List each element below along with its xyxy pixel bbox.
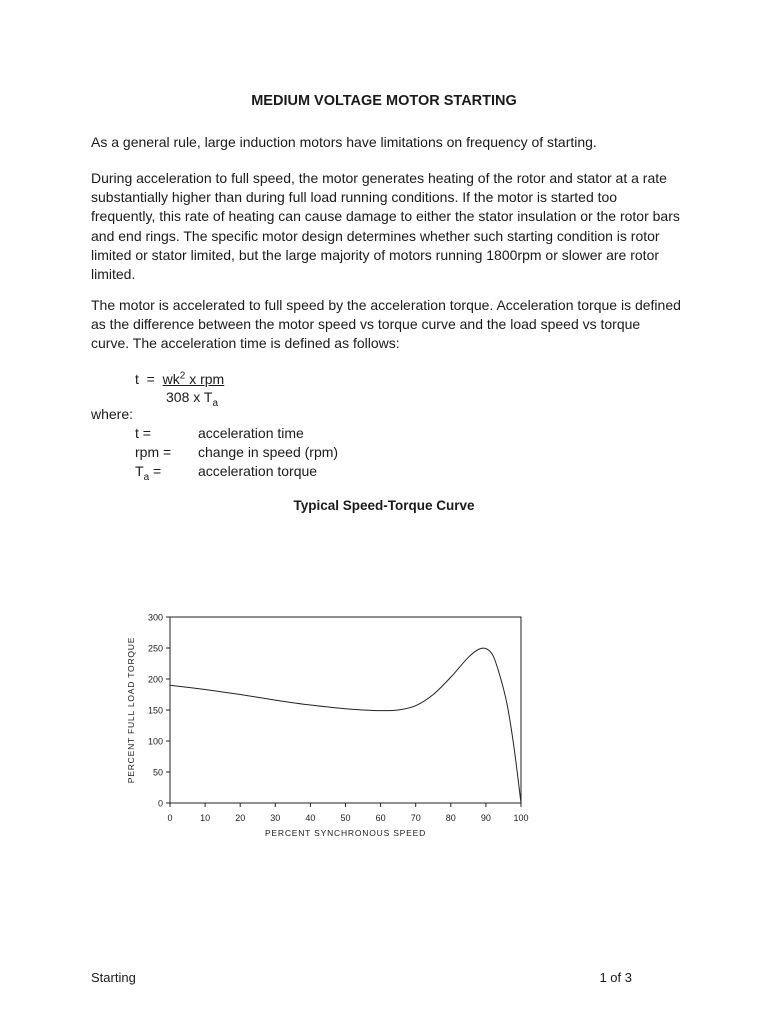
x-tick-label: 0 xyxy=(167,813,173,823)
x-tick-label: 30 xyxy=(270,813,281,823)
x-tick-label: 60 xyxy=(375,813,386,823)
y-axis-label: PERCENT FULL LOAD TORQUE xyxy=(126,636,136,784)
x-tick-label: 50 xyxy=(340,813,351,823)
y-tick-label: 0 xyxy=(157,798,163,809)
x-tick-label: 40 xyxy=(305,813,316,823)
y-tick-label: 200 xyxy=(147,674,163,685)
definition-symbol-sub: a xyxy=(143,471,150,483)
paragraph-acceleration-torque: The motor is accelerated to full speed by the acceleration torque. Acceleration torque is defined as the difference between the motor speed vs torque curve and the load speed vs torque curve. The acceleration time is defined as follows: xyxy=(91,297,681,352)
paragraph-general-rule: As a general rule, large induction motors have limitations on frequency of starting. xyxy=(91,134,597,150)
definition-symbol-suffix: = xyxy=(149,463,162,479)
formula-denominator-text: 308 x T xyxy=(166,389,213,405)
x-tick-label: 90 xyxy=(480,813,491,823)
x-tick-label: 20 xyxy=(235,813,246,823)
paragraph-acceleration-heating: During acceleration to full speed, the motor generates heating of the rotor and stator at a rate substantially higher than during full load running conditions. If the motor is started too frequently, this rate of heating can cause damage to either the stator insulation or the rotor bars and end rings. The specific motor design determines whether such starting condition is rotor limited or stator limited, but the large majority of motors running 1800rpm or slower are rotor limited. xyxy=(91,170,680,283)
x-tick-label: 70 xyxy=(410,813,421,823)
definition-symbol: rpm = xyxy=(135,444,172,460)
definition-symbol-t: T xyxy=(135,463,144,479)
x-tick-label: 10 xyxy=(200,813,211,823)
footer-page-number: 1 of 3 xyxy=(599,970,632,985)
x-tick-label: 100 xyxy=(513,813,529,823)
footer-section-name: Starting xyxy=(91,970,136,985)
page-title: MEDIUM VOLTAGE MOTOR STARTING xyxy=(251,93,517,109)
x-tick-label: 80 xyxy=(445,813,456,823)
definition-meaning: change in speed (rpm) xyxy=(198,444,339,460)
definition-meaning: acceleration torque xyxy=(198,463,318,479)
formula-numerator-wk: wk xyxy=(162,371,180,387)
speed-torque-series-line xyxy=(170,648,521,803)
formula-lhs: t = xyxy=(135,371,163,387)
formula-denominator-sub: a xyxy=(212,397,218,409)
formula-numerator-rpm: x rpm xyxy=(185,371,225,387)
x-axis-label: PERCENT SYNCHRONOUS SPEED xyxy=(264,828,427,838)
y-tick-label: 150 xyxy=(147,705,163,716)
definition-symbol: t = xyxy=(135,425,151,441)
formula-numerator-sup: 2 xyxy=(179,370,186,382)
definition-meaning: acceleration time xyxy=(198,425,304,441)
y-tick-label: 100 xyxy=(147,736,163,747)
y-tick-label: 300 xyxy=(147,612,163,623)
chart-title: Typical Speed-Torque Curve xyxy=(293,498,475,513)
y-tick-label: 50 xyxy=(152,767,163,778)
y-tick-label: 250 xyxy=(147,643,163,654)
where-label: where: xyxy=(91,406,134,422)
plot-frame xyxy=(170,617,521,803)
